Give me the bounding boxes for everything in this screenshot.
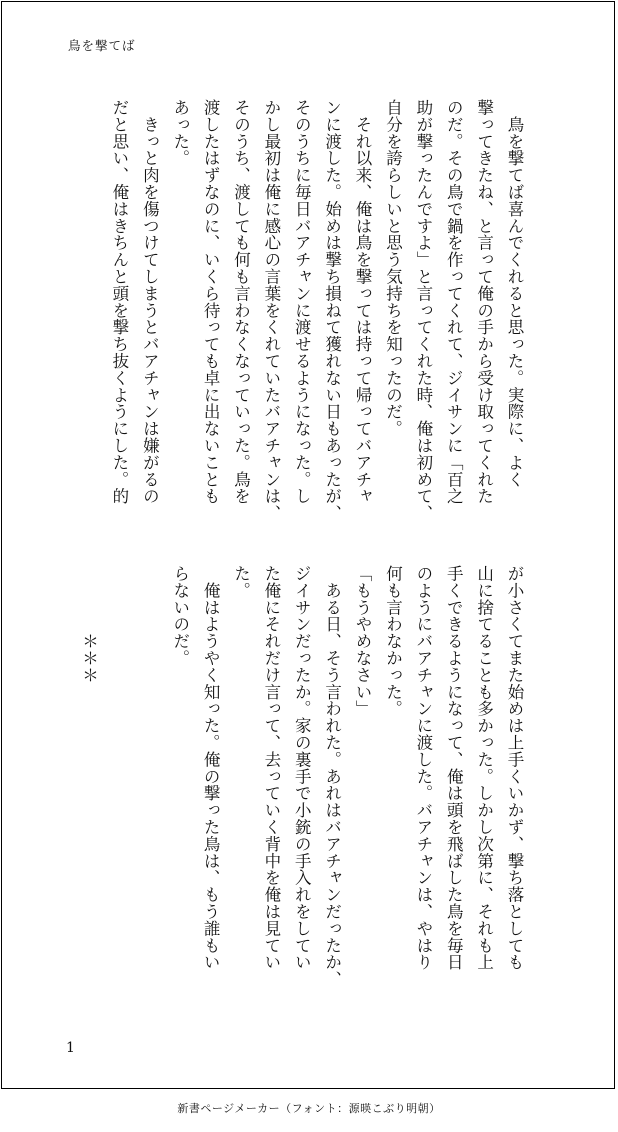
blank-line <box>104 565 134 1005</box>
text-line: 俺はようやく知った。俺の撃った鳥は、もう誰もい <box>201 565 221 971</box>
text-line: 「もうやめなさい」 <box>353 565 373 718</box>
text-line: ある日、そう言われた。あれはバアチャンだったか、 <box>322 565 342 988</box>
text-line: 渡したはずなのに、いくら待っても卓に出ないことも <box>201 99 221 505</box>
text-line: 山に捨てることも多かった。しかし次第に、それも上 <box>474 565 494 971</box>
text-line: そのうち、渡しても何も言わなくなっていった。鳥を <box>231 99 251 505</box>
text-line: らないのだ。 <box>170 565 190 667</box>
section-break: ＊＊＊ <box>79 565 99 684</box>
running-title: 鳥を撃てば <box>68 38 136 53</box>
text-line: あった。 <box>170 99 190 167</box>
text-line: 何も言わなかった。 <box>383 565 403 718</box>
text-line: ンに渡した。始めは撃ち損ねて獲れない日もあったが、 <box>322 99 342 522</box>
text-line: 鳥を撃てば喜んでくれると思った。実際に、よく <box>505 99 524 488</box>
text-line: が小さくてまた始めは上手くいかず、撃ち落としても <box>505 565 524 971</box>
text-line: それ以来、俺は鳥を撃っては持って帰ってバアチャ <box>353 99 373 505</box>
page-number: 1 <box>66 1040 75 1056</box>
text-block-bottom <box>73 565 529 1005</box>
text-block-top <box>104 99 529 524</box>
text-line: のようにバアチャンに渡した。バアチャンは、やはり <box>413 565 433 971</box>
text-line: た俺にそれだけ言って、去っていく背中を俺は見てい <box>261 565 281 971</box>
text-line: 撃ってきたね、と言って俺の手から受け取ってくれた <box>474 99 494 505</box>
text-line: 助が撃ったんですよ」と言ってくれた時、俺は初めて、 <box>413 99 433 522</box>
text-line: 自分を誇らしいと思う気持ちを知ったのだ。 <box>383 99 403 437</box>
text-line: 手くできるようになって、俺は頭を飛ばした鳥を毎日 <box>444 565 464 971</box>
text-line: た。 <box>231 565 251 599</box>
text-line: そのうちに毎日バアチャンに渡せるようになった。し <box>292 99 312 505</box>
text-line: かし最初は俺に感心の言葉をくれていたバアチャンは、 <box>261 99 281 522</box>
text-line: きっと肉を傷つけてしまうとバアチャンは嫌がるの <box>140 99 160 505</box>
text-line: のだ。その鳥で鍋を作ってくれて、ジイサンに「百之 <box>444 99 464 505</box>
page-frame <box>1 1 615 1089</box>
text-line: だと思い、俺はきちんと頭を撃ち抜くようにした。的 <box>109 99 129 505</box>
text-line: ジイサンだったか。家の裏手で小銃の手入れをしてい <box>292 565 312 971</box>
footer-credit: 新書ページメーカー（フォント：源暎こぶり明朝） <box>177 1102 441 1115</box>
blank-line <box>134 565 164 1005</box>
